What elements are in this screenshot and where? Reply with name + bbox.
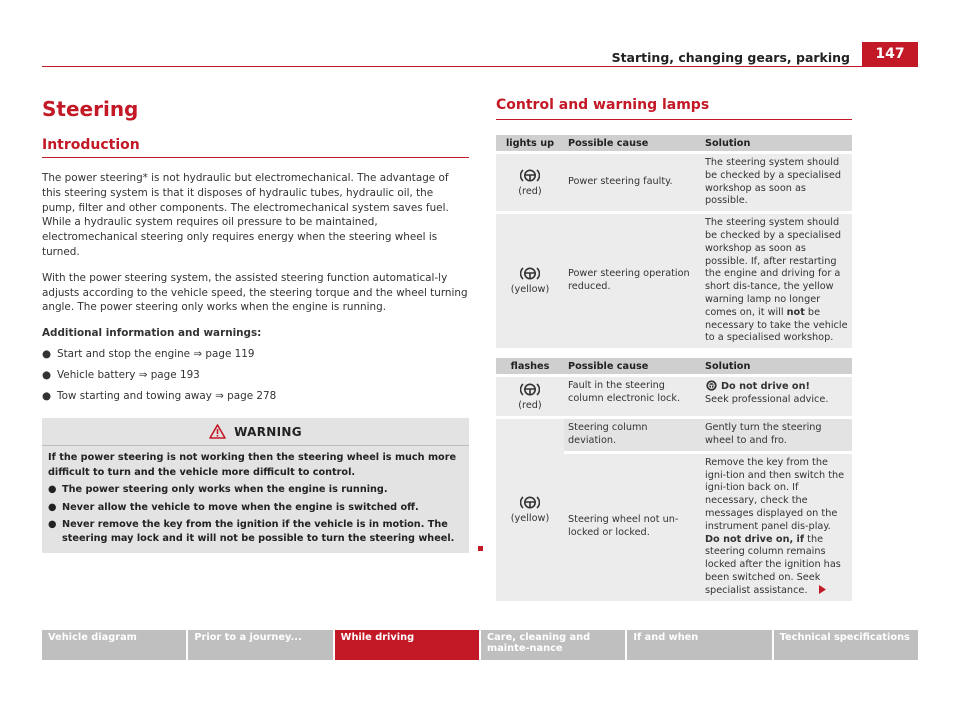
- possible-cause: Steering wheel not un-locked or locked.: [564, 451, 701, 601]
- lamp-color-label: (yellow): [510, 284, 550, 296]
- tab-technical-specifications[interactable]: Technical specifications: [774, 630, 918, 660]
- steering-wheel-warning-icon: [520, 167, 540, 184]
- power-steering-paragraph: With the power steering system, the assisted steering function automatical-ly adjusts according to the vehicle speed, the steering torque and the wheel turning angle. The power steering only works when the engine is running.: [42, 271, 468, 314]
- header-rule: [42, 66, 918, 67]
- list-item: ● Never allow the vehicle to move when the engine is switched off.: [48, 501, 419, 513]
- warning-header: [42, 418, 469, 446]
- table-row: [496, 211, 852, 348]
- running-header-title: Starting, changing gears, parking: [611, 50, 850, 65]
- solution: [701, 374, 852, 416]
- possible-cause: Power steering operation reduced.: [564, 211, 701, 348]
- solution: The steering system should be checked by a specialised workshop as soon as possible. If, after restarting the engine and driving for a short dis-tance, the yellow warning lamp no longer comes on, it will not be necessary to take the vehicle to a specialised workshop.: [701, 211, 852, 348]
- chapter-nav: [42, 630, 918, 660]
- continue-arrow-icon: [819, 585, 826, 594]
- column-header: flashes: [496, 358, 564, 374]
- solution-text: the steering column remains locked after the ignition has been switched on. Seek specialist assistance.: [705, 533, 841, 596]
- steering-wheel-warning-icon: [520, 381, 540, 398]
- subsection-heading: Introduction: [42, 137, 469, 158]
- table-row: [496, 374, 852, 416]
- tab-while-driving[interactable]: While driving: [335, 630, 479, 660]
- column-header: lights up: [496, 135, 564, 151]
- emphasis: not: [786, 306, 805, 318]
- list-item: ● The power steering only works when the engine is running.: [48, 484, 388, 496]
- possible-cause: Steering column deviation.: [564, 416, 701, 451]
- page-number: 147: [862, 42, 918, 67]
- solution: The steering system should be checked by a specialised workshop as soon as possible.: [701, 151, 852, 211]
- section-end-mark: [478, 546, 483, 551]
- lamp-color-label: (red): [518, 399, 542, 411]
- solution: Gently turn the steering wheel to and fro.: [701, 416, 852, 451]
- lights-up-table: [496, 135, 852, 348]
- solution: [701, 451, 852, 601]
- table-row: [496, 151, 852, 211]
- possible-cause: Fault in the steering column electronic lock.: [564, 374, 701, 416]
- tab-vehicle-diagram[interactable]: Vehicle diagram: [42, 630, 186, 660]
- lamp-color-label: (yellow): [510, 512, 550, 524]
- do-not-drive-label: Do not drive on!: [721, 381, 810, 393]
- intro-paragraph: The power steering* is not hydraulic but electromechanical. The advantage of this steering system is that it disposes of hydraulic tubes, hydraulic oil, the pump, filter and other components. The electromechanical system saves fuel. While a hydraulic system requires oil pressure to be maintained, electromechanical steering only requires energy when the steering wheel is turned.: [42, 172, 449, 258]
- lamp-color-label: (red): [518, 185, 542, 197]
- section-heading: Control and warning lamps: [496, 97, 852, 120]
- tab-if-and-when[interactable]: If and when: [627, 630, 771, 660]
- warning-title: WARNING: [234, 424, 302, 439]
- solution-text: The steering system should be checked by a specialised workshop as soon as possible. If, after restarting the engine and driving for a short dis-tance, the yellow warning lamp no longer comes on, it will: [705, 217, 842, 318]
- list-item[interactable]: ● Vehicle battery ⇒ page 193: [42, 368, 200, 381]
- warning-box: [42, 418, 469, 552]
- warning-intro: If the power steering is not working then the steering wheel is much more difficult to turn and the vehicle more difficult to control.: [48, 452, 457, 478]
- steering-wheel-warning-icon: [520, 494, 540, 511]
- warning-lamps-section: [496, 97, 852, 601]
- column-header: Possible cause: [564, 135, 701, 151]
- column-header: Possible cause: [564, 358, 701, 374]
- additional-info-label: Additional information and warnings:: [42, 327, 262, 340]
- reference-list: [42, 347, 469, 403]
- flashes-table: [496, 358, 852, 600]
- warning-body: [42, 446, 469, 552]
- list-item[interactable]: ● Tow starting and towing away ⇒ page 278: [42, 389, 277, 402]
- column-header: Solution: [701, 358, 852, 374]
- tab-care-cleaning[interactable]: Care, cleaning and mainte-nance: [481, 630, 625, 660]
- tab-prior-to-journey[interactable]: Prior to a journey...: [188, 630, 332, 660]
- solution-text: Remove the key from the igni-tion and then switch the igni-tion back on. If necessary, check the messages displayed on the instrument panel dis-play.: [705, 456, 845, 532]
- steering-section: [42, 97, 469, 553]
- list-item[interactable]: ● Start and stop the engine ⇒ page 119: [42, 347, 255, 360]
- list-item: ● Never remove the key from the ignition if the vehicle is in motion. The steering may lock and it will not be possible to turn the steering wheel.: [48, 518, 455, 545]
- solution-text: Seek professional advice.: [705, 393, 829, 405]
- warning-triangle-icon: [209, 424, 226, 439]
- steering-wheel-warning-icon: [520, 265, 540, 282]
- steering-wheel-warning-icon: [705, 380, 718, 391]
- table-row: [496, 416, 852, 451]
- column-header: Solution: [701, 135, 852, 151]
- do-not-drive-label: Do not drive on, if: [705, 533, 805, 545]
- section-heading: Steering: [42, 97, 139, 121]
- possible-cause: Power steering faulty.: [564, 151, 701, 211]
